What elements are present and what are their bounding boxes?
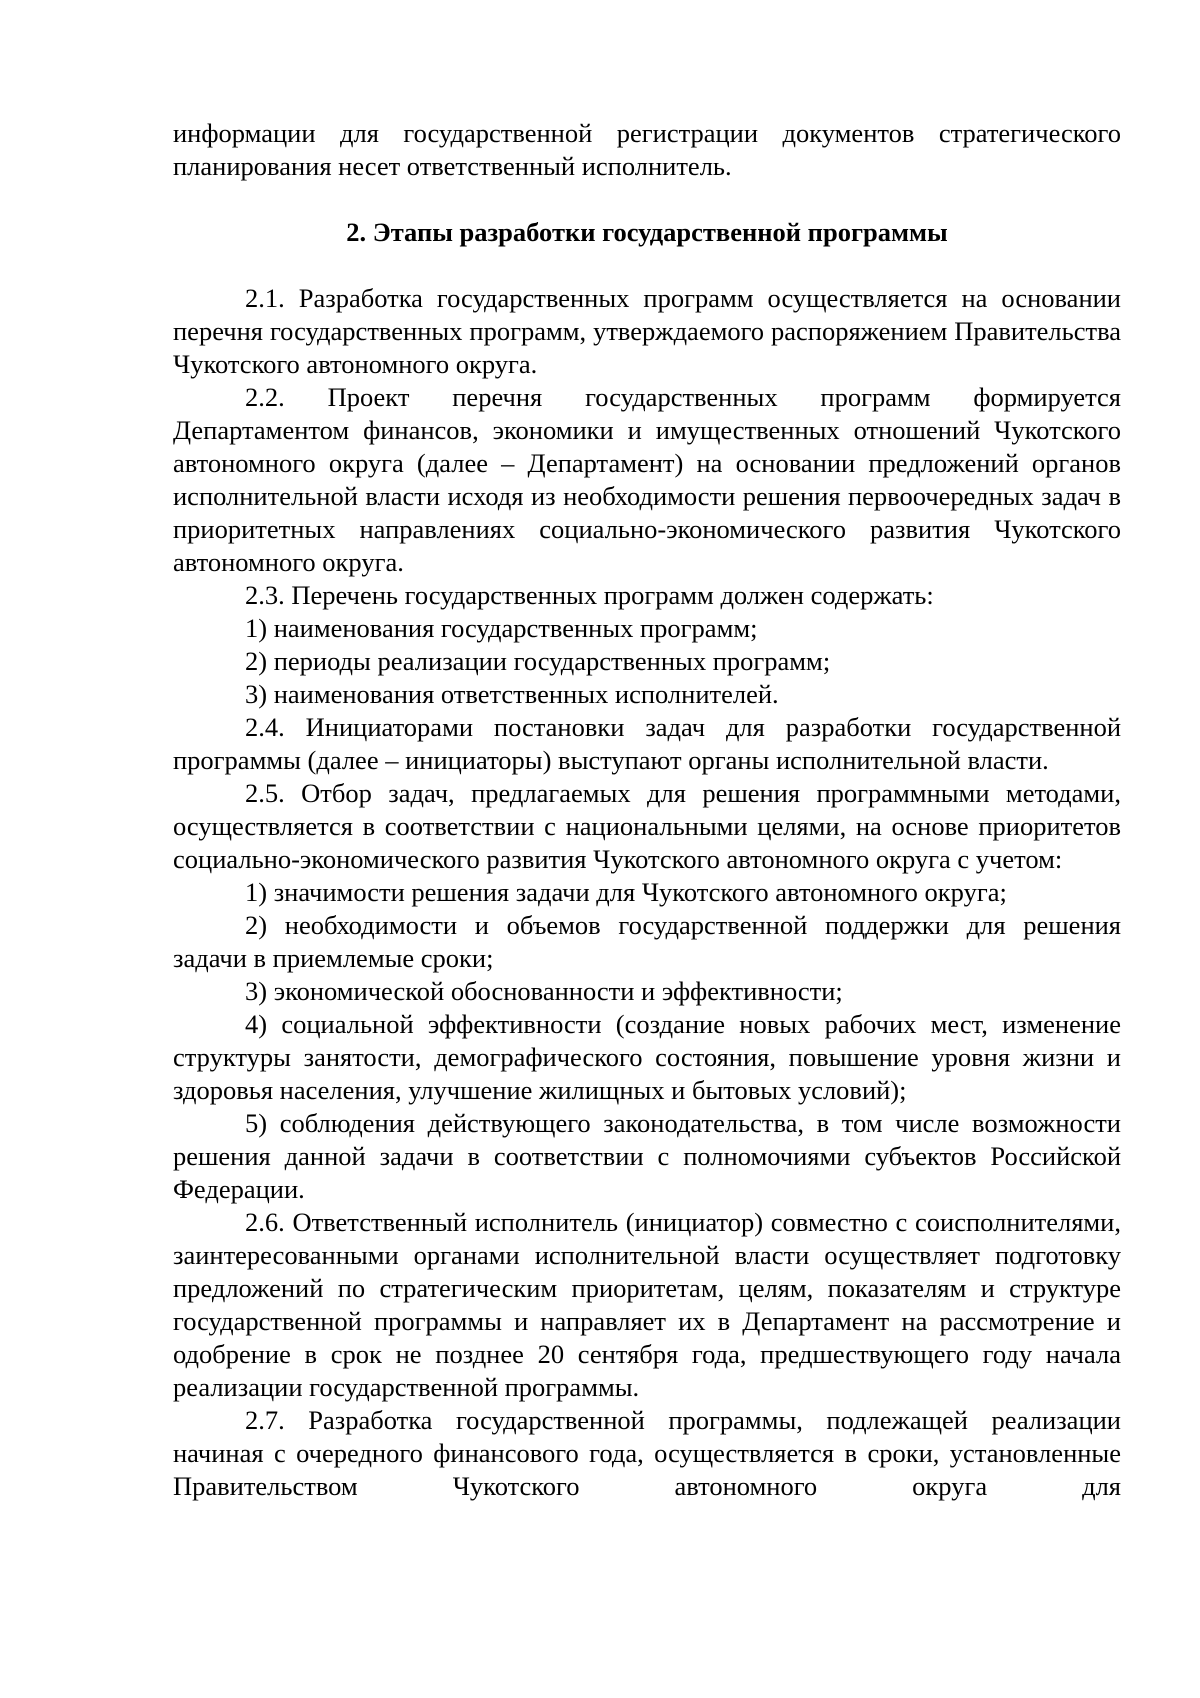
paragraph-2-7: 2.7. Разработка государственной программы, подлежащей реализации начиная с очередного финансового года, осуществляется в сроки, установленные Правительством Чукотского автономного округа для <box>173 1405 1121 1501</box>
list-item-2-5-2: 2) необходимости и объемов государственной поддержки для решения задачи в приемлемые сроки; <box>173 910 1121 973</box>
list-item-2-3-1: 1) наименования государственных программ; <box>245 613 758 643</box>
document-body <box>173 117 1121 1503</box>
paragraph-2-1: 2.1. Разработка государственных программ осуществляется на основании перечня государственных программ, утверждаемого распоряжением Правительства Чукотского автономного округа. <box>173 283 1121 379</box>
list-item-2-3-3: 3) наименования ответственных исполнителей. <box>245 679 779 709</box>
paragraph-2-6: 2.6. Ответственный исполнитель (инициатор) совместно с соисполнителями, заинтересованными органами исполнительной власти осуществляет подготовку предложений по стратегическим приоритетам, целям, показателям и структуре государственной программы и направляет их в Департамент на рассмотрение и одобрение в срок не позднее 20 сентября года, предшествующего году начала реализации государственной программы. <box>173 1207 1121 1402</box>
list-item-2-5-4: 4) социальной эффективности (создание новых рабочих мест, изменение структуры занятости, демографического состояния, повышение уровня жизни и здоровья населения, улучшение жилищных и бытовых условий); <box>173 1009 1121 1105</box>
intro-paragraph: информации для государственной регистрации документов стратегического планирования несет ответственный исполнитель. <box>173 118 1121 181</box>
section-heading: 2. Этапы разработки государственной программы <box>346 217 948 247</box>
list-item-2-5-3: 3) экономической обоснованности и эффективности; <box>245 976 843 1006</box>
list-item-2-3-2: 2) периоды реализации государственных программ; <box>245 646 831 676</box>
paragraph-2-2: 2.2. Проект перечня государственных программ формируется Департаментом финансов, экономики и имущественных отношений Чукотского автономного округа (далее – Департамент) на основании предложений органов исполнительной власти исходя из необходимости решения первоочередных задач в приоритетных направлениях социально-экономического развития Чукотского автономного округа. <box>173 382 1121 577</box>
list-item-2-5-1: 1) значимости решения задачи для Чукотского автономного округа; <box>245 877 1007 907</box>
paragraph-2-3: 2.3. Перечень государственных программ должен содержать: <box>245 580 934 610</box>
paragraph-2-5: 2.5. Отбор задач, предлагаемых для решения программными методами, осуществляется в соответствии с национальными целями, на основе приоритетов социально-экономического развития Чукотского автономного округа с учетом: <box>173 778 1121 874</box>
list-item-2-5-5: 5) соблюдения действующего законодательства, в том числе возможности решения данной задачи в соответствии с полномочиями субъектов Российской Федерации. <box>173 1108 1121 1204</box>
paragraph-2-4: 2.4. Инициаторами постановки задач для разработки государственной программы (далее – инициаторы) выступают органы исполнительной власти. <box>173 712 1121 775</box>
